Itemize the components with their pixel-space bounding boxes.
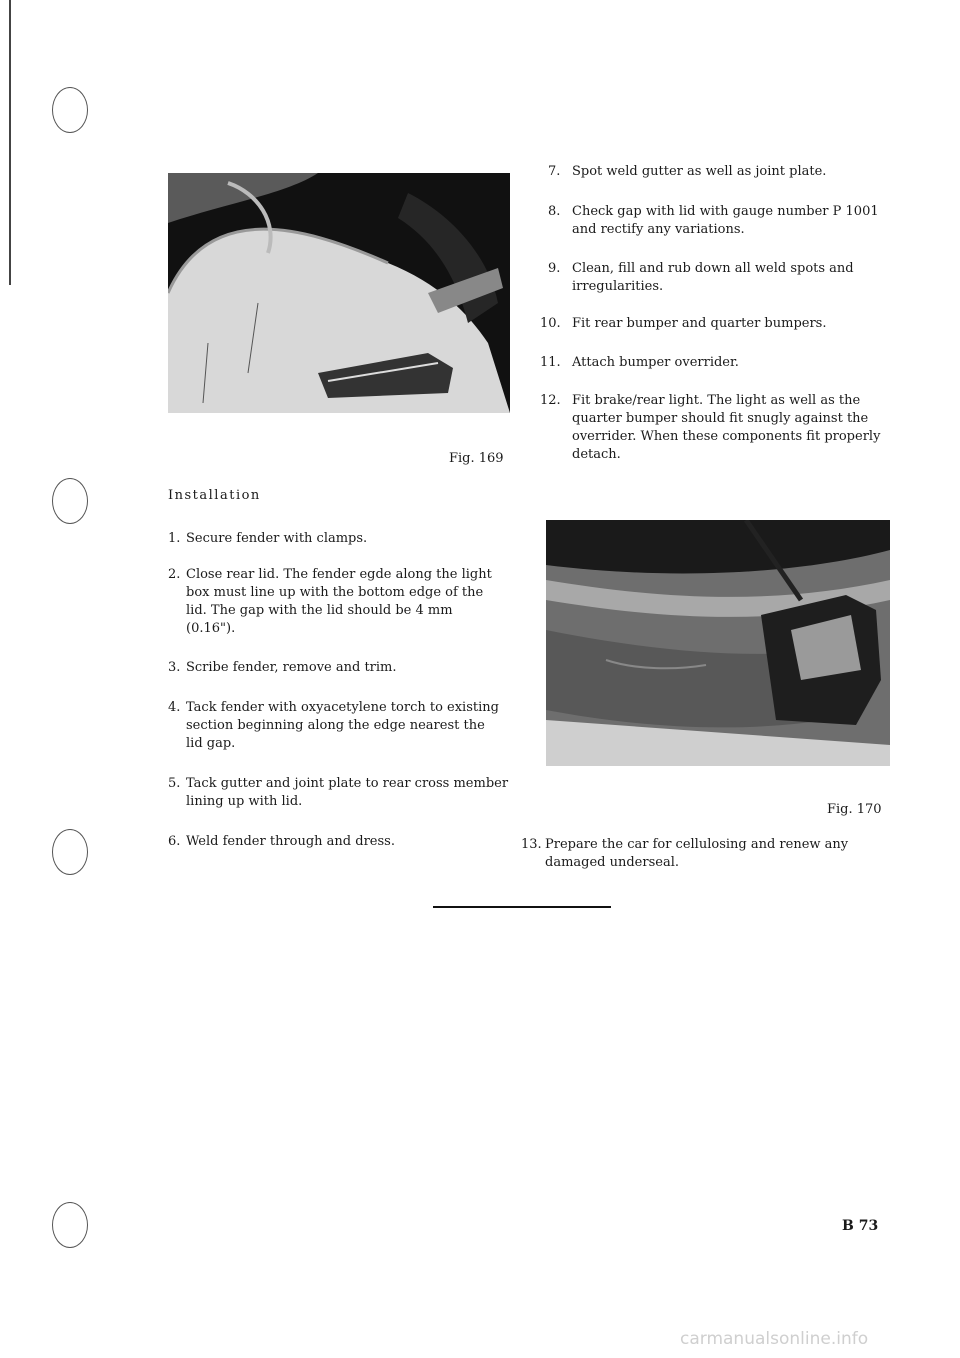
step-6-text: Weld fender through and dress. [186, 834, 395, 849]
step-10-number: 10. [540, 316, 561, 331]
figure-169-caption: Fig. 169 [449, 451, 504, 466]
step-7-text: Spot weld gutter as well as joint plate. [572, 164, 827, 179]
step-2 [168, 566, 513, 642]
step-4 [168, 699, 513, 757]
figure-169-photo [168, 173, 510, 413]
step-13-number: 13. [521, 837, 542, 852]
step-10 [540, 315, 898, 337]
step-7 [548, 163, 898, 185]
step-1-text: Secure fender with clamps. [186, 531, 368, 546]
page-number: B 73 [842, 1218, 879, 1234]
step-11-text: Attach bumper overrider. [572, 355, 739, 370]
step-3-number: 3. [168, 660, 181, 675]
step-9-number: 9. [548, 261, 561, 276]
step-13-text: Prepare the car for cellulosing and renew any damaged underseal. [545, 837, 849, 870]
figure-170-photo [546, 520, 890, 766]
section-end-rule [433, 906, 611, 908]
step-4-text: Tack fender with oxyacetylene torch to existing section beginning along the edge nearest the lid gap. [186, 700, 499, 751]
step-8 [548, 203, 898, 243]
step-1-number: 1. [168, 531, 181, 546]
step-11-number: 11. [540, 355, 561, 370]
step-8-text: Check gap with lid with gauge number P 1001 and rectify any variations. [572, 204, 879, 237]
step-7-number: 7. [548, 164, 561, 179]
punch-hole-3 [52, 829, 88, 875]
punch-hole-4 [52, 1202, 88, 1248]
step-3 [168, 659, 513, 681]
punch-hole-1 [52, 87, 88, 133]
step-6-number: 6. [168, 834, 181, 849]
step-5-text: Tack gutter and joint plate to rear cross member lining up with lid. [186, 776, 509, 809]
step-4-number: 4. [168, 700, 181, 715]
step-10-text: Fit rear bumper and quarter bumpers. [572, 316, 827, 331]
step-3-text: Scribe fender, remove and trim. [186, 660, 397, 675]
step-5 [168, 775, 513, 815]
step-9 [548, 260, 898, 300]
step-2-text: Close rear lid. The fender egde along the light box must line up with the bottom edge of the lid. The gap with the lid should be 4 mm (0.16"). [186, 567, 492, 636]
watermark: carmanualsonline.info [680, 1329, 869, 1349]
step-13 [521, 836, 898, 876]
step-2-number: 2. [168, 567, 181, 582]
punch-hole-2 [52, 478, 88, 524]
step-12 [540, 392, 898, 468]
step-12-text: Fit brake/rear light. The light as well as the quarter bumper should fit snugly against the overrider. When these components fit properly detach. [572, 393, 881, 462]
step-8-number: 8. [548, 204, 561, 219]
binder-line [9, 0, 11, 285]
step-1 [168, 530, 513, 552]
figure-170-caption: Fig. 170 [827, 802, 882, 817]
step-11 [540, 354, 898, 376]
step-12-number: 12. [540, 393, 561, 408]
step-9-text: Clean, fill and rub down all weld spots and irregularities. [572, 261, 854, 294]
step-6 [168, 833, 513, 855]
step-5-number: 5. [168, 776, 181, 791]
section-heading: Installation [168, 488, 261, 503]
